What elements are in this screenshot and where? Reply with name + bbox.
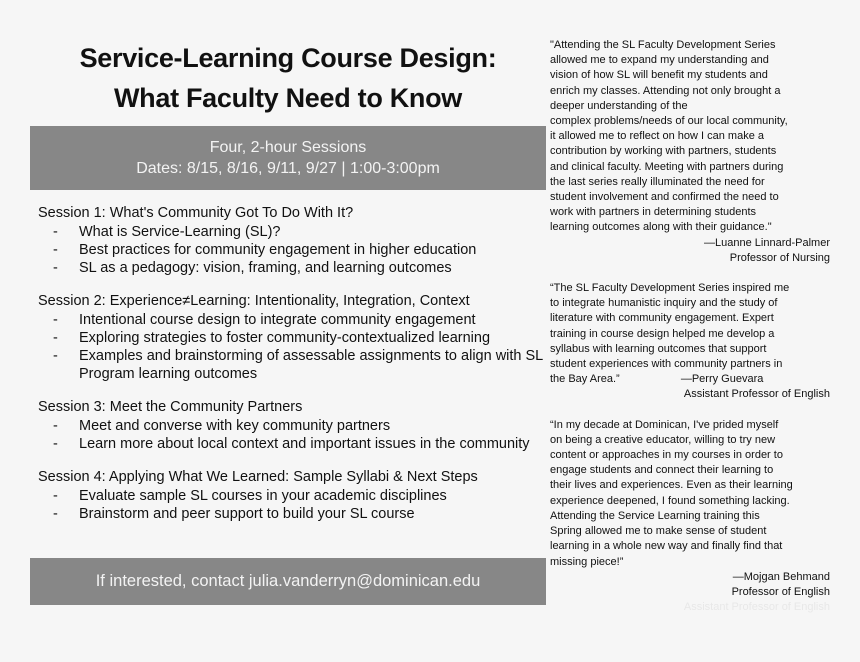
session-2 (38, 292, 546, 383)
list-item (38, 241, 546, 259)
list-item (38, 329, 546, 347)
list-item (38, 435, 546, 453)
attribution-title: Professor of Nursing (729, 251, 830, 264)
session-4 (38, 468, 546, 523)
attribution-title: Professor of English (731, 585, 830, 598)
quote-line: and clinical faculty. Meeting with partners during (550, 160, 784, 173)
quote-line: enrich my classes. Attending not only brought a (550, 84, 781, 97)
bullet-marker: - (53, 348, 58, 364)
session-3 (38, 398, 546, 453)
quote-line: content or approaches in my courses in order to (550, 449, 783, 462)
sessions-banner (30, 126, 546, 190)
session-title: Session 3: Meet the Community Partners (38, 399, 303, 415)
list-item (38, 505, 546, 523)
quote-line: “In my decade at Dominican, I've prided myself (550, 418, 779, 431)
list-item-text: SL as a pedagogy: vision, framing, and learning outcomes (79, 260, 452, 276)
quote-line: the last series really illuminated the need for (550, 175, 765, 188)
testimonial (550, 418, 830, 616)
quote-line: vision of how SL will benefit my students and (550, 69, 768, 82)
quote-line: Attending the Service Learning training this (550, 509, 760, 522)
title-line-1: Service-Learning Course Design: (79, 43, 497, 73)
session-title: Session 1: What's Community Got To Do With It? (38, 205, 354, 221)
quote-line: deeper understanding of the (550, 99, 688, 112)
quote-line: missing piece!” (550, 555, 624, 568)
quote-line: experience deepened, I found something lacking. (550, 494, 790, 507)
quote-line: work with partners in determining students (550, 206, 757, 219)
session-list (30, 204, 546, 523)
banner-line-2: Dates: 8/15, 8/16, 9/11, 9/27 | 1:00-3:00pm (136, 160, 440, 177)
bullet-marker: - (53, 330, 58, 346)
quote-line: contribution by working with partners, students (550, 145, 777, 158)
bullet-marker: - (53, 418, 58, 434)
testimonial (550, 38, 830, 266)
list-item-text: Examples and brainstorming of assessable assignments to align with SL Program learning outcomes (79, 348, 543, 382)
bullet-marker: - (53, 506, 58, 522)
quote-line: learning outcomes along with their guidance." (550, 221, 772, 234)
attribution-title: Assistant Professor of English (683, 388, 830, 401)
session-items (38, 223, 546, 277)
session-items (38, 487, 546, 523)
testimonial (550, 281, 830, 403)
list-item-text: Evaluate sample SL courses in your academic disciplines (79, 488, 447, 504)
quote-line: their lives and experiences. Even as their learning (550, 479, 793, 492)
quote-line: student involvement and confirmed the need to (550, 191, 779, 204)
bullet-marker: - (53, 260, 58, 276)
contact-text: If interested, contact julia.vanderryn@dominican.edu (95, 572, 481, 590)
list-item (38, 487, 546, 505)
attribution-faded-text: Assistant Professor of English (683, 601, 830, 614)
quote-line: syllabus with learning outcomes that support (550, 342, 767, 355)
title-line-2: What Faculty Need to Know (113, 83, 462, 113)
bullet-marker: - (53, 312, 58, 328)
quote-line: literature with community engagement. Expert (550, 312, 774, 325)
list-item-text: What is Service-Learning (SL)? (79, 224, 281, 240)
contact-banner (30, 558, 546, 605)
quote-line: complex problems/needs of our local community, (550, 115, 788, 128)
list-item (38, 347, 546, 383)
list-item-text: Best practices for community engagement in higher education (79, 242, 477, 258)
list-item-text: Meet and converse with key community partners (79, 418, 391, 434)
quote-line: training in course design helped me develop a (550, 327, 775, 340)
list-item-text: Brainstorm and peer support to build your SL course (79, 506, 415, 522)
bullet-marker: - (53, 242, 58, 258)
session-1 (38, 204, 546, 277)
bullet-marker: - (53, 224, 58, 240)
quote-line: the Bay Area.” —Perry Guevara (550, 373, 764, 386)
session-items (38, 311, 546, 383)
quote-line: student experiences with community partners in (550, 358, 783, 371)
session-title: Session 2: Experience≠Learning: Intentionality, Integration, Context (38, 293, 470, 309)
quote-line: on being a creative educator, willing to try new (550, 433, 776, 446)
list-item-text: Intentional course design to integrate community engagement (79, 312, 476, 328)
attribution-name: —Mojgan Behmand (732, 570, 830, 583)
page-title (30, 38, 546, 118)
bullet-marker: - (53, 488, 58, 504)
list-item (38, 417, 546, 435)
quote-line: Spring allowed me to make sense of student (550, 525, 767, 538)
testimonials-column (550, 38, 830, 630)
quote-line: "Attending the SL Faculty Development Series (550, 39, 776, 51)
attribution-name: —Luanne Linnard-Palmer (704, 236, 830, 249)
list-item (38, 223, 546, 241)
session-title: Session 4: Applying What We Learned: Sample Syllabi & Next Steps (38, 469, 478, 485)
quote-line: allowed me to expand my understanding and (550, 54, 769, 67)
list-item-text: Exploring strategies to foster community-contextualized learning (79, 330, 491, 346)
quote-line: learning in a whole new way and finally find that (550, 540, 783, 553)
list-item (38, 259, 546, 277)
banner-line-1: Four, 2-hour Sessions (209, 139, 367, 156)
list-item-text: Learn more about local context and important issues in the community (79, 436, 530, 452)
left-column (30, 38, 546, 538)
quote-line: to integrate humanistic inquiry and the study of (550, 297, 778, 310)
session-items (38, 417, 546, 453)
quote-line: “The SL Faculty Development Series inspired me (550, 282, 790, 295)
list-item (38, 311, 546, 329)
quote-line: engage students and connect their learning to (550, 464, 774, 477)
bullet-marker: - (53, 436, 58, 452)
quote-line: it allowed me to reflect on how I can make a (550, 130, 764, 143)
